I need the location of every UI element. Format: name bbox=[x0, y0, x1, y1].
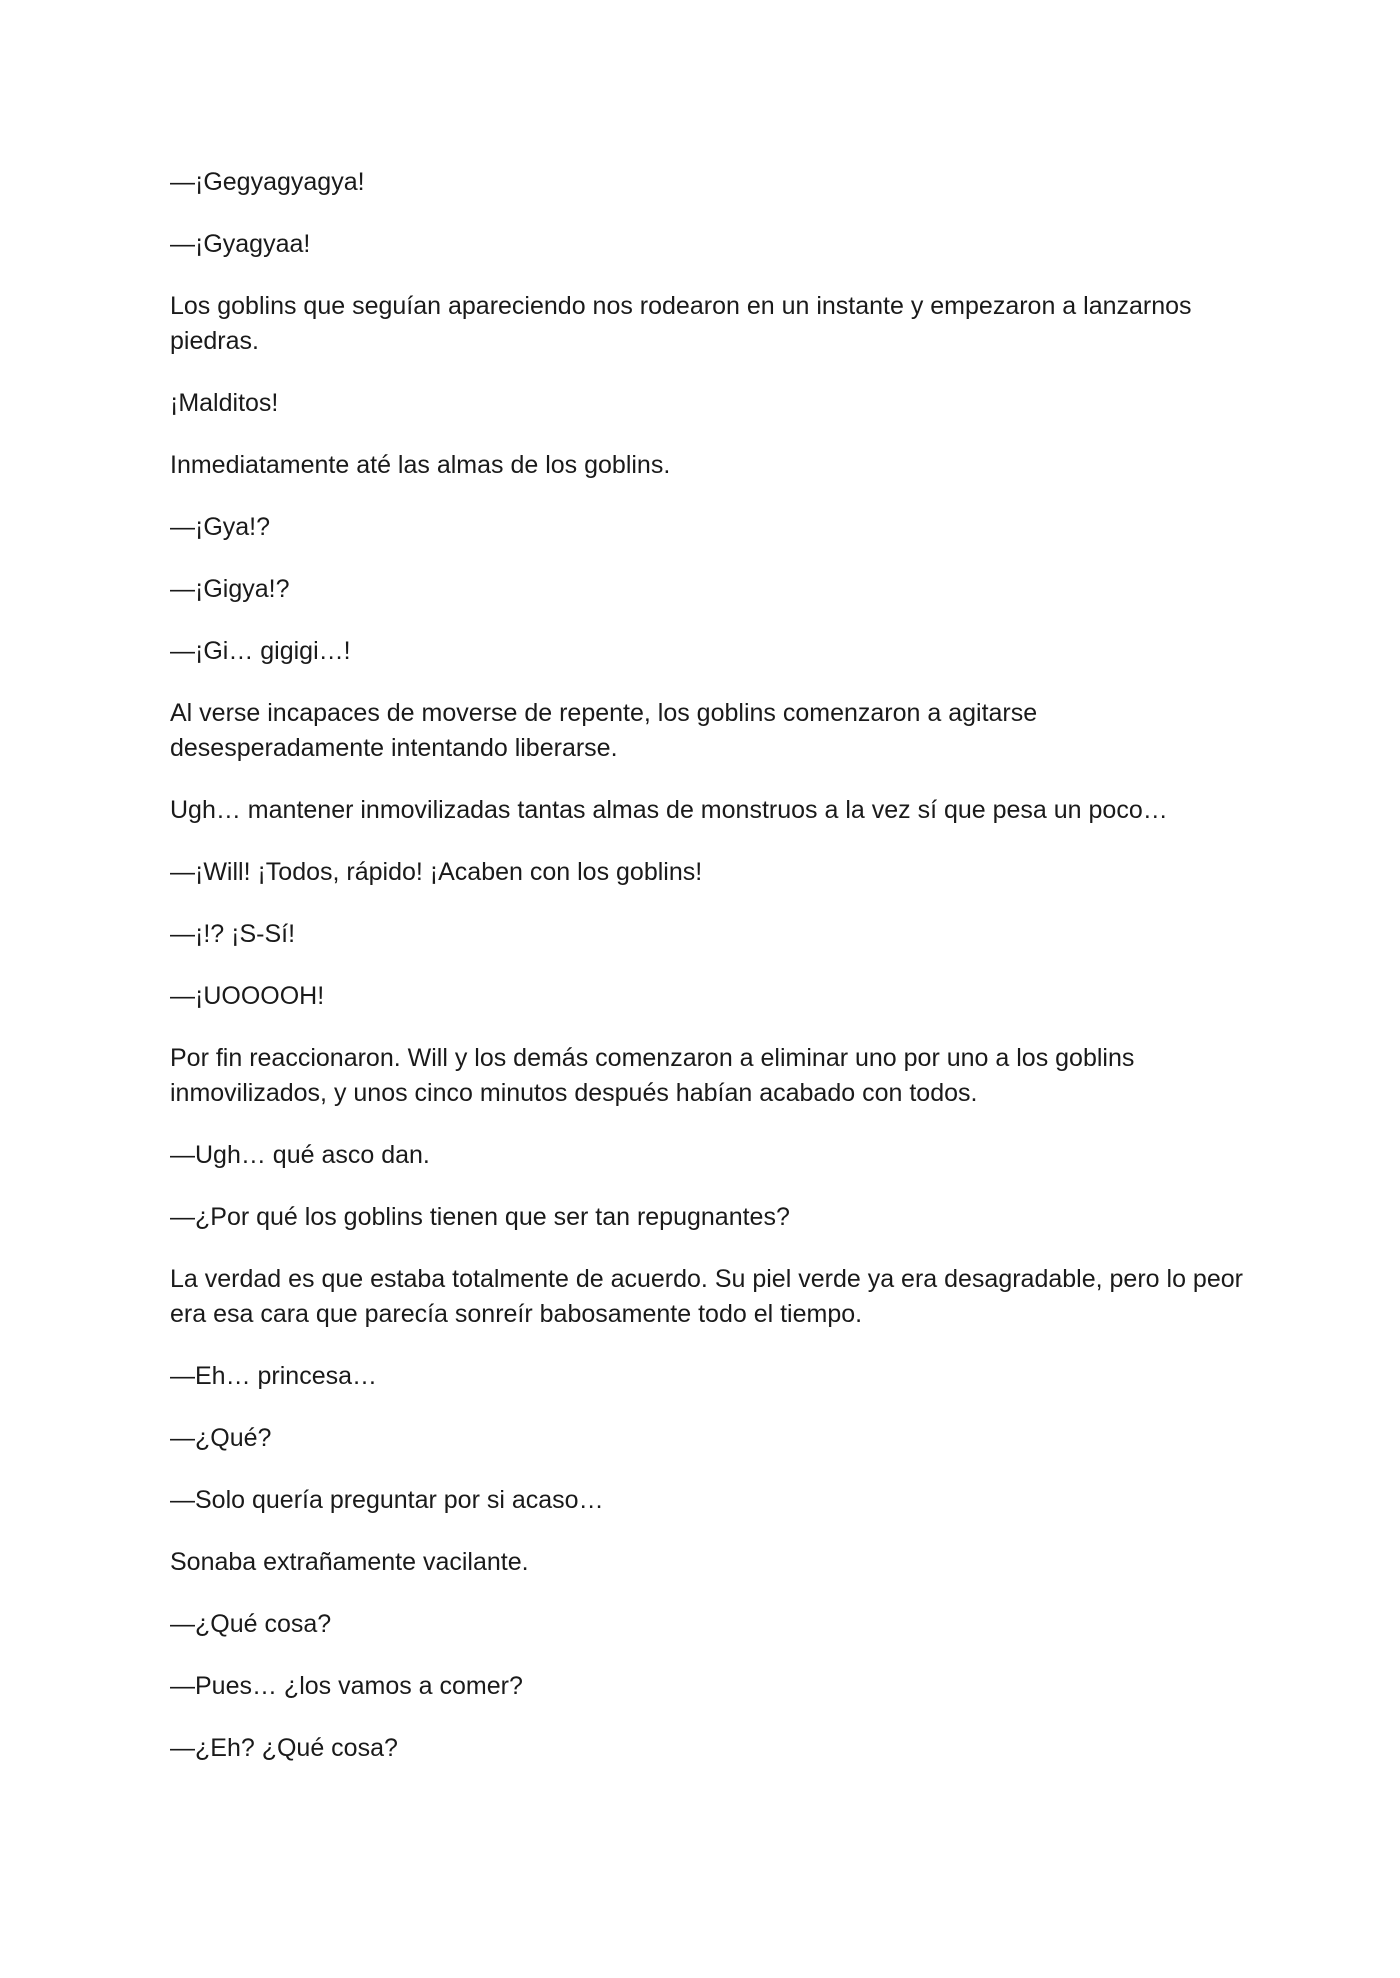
paragraph: —¡Will! ¡Todos, rápido! ¡Acaben con los goblins! bbox=[170, 858, 703, 886]
paragraph: —¡Gi… gigigi…! bbox=[170, 637, 351, 665]
paragraph: —¿Qué cosa? bbox=[170, 1610, 332, 1638]
paragraph: La verdad es que estaba totalmente de acuerdo. Su piel verde ya era desagradable, pero lo peor era esa cara que parecía sonreír babosamente todo el tiempo. bbox=[170, 1265, 1243, 1328]
paragraph: —¿Eh? ¿Qué cosa? bbox=[170, 1734, 398, 1762]
paragraph: Inmediatamente até las almas de los goblins. bbox=[170, 451, 671, 479]
paragraph: —¡UOOOOH! bbox=[170, 982, 325, 1010]
paragraph: Sonaba extrañamente vacilante. bbox=[170, 1548, 529, 1576]
paragraph: —Eh… princesa… bbox=[170, 1362, 378, 1390]
paragraph: —Solo quería preguntar por si acaso… bbox=[170, 1486, 604, 1514]
paragraph: —¿Qué? bbox=[170, 1424, 272, 1452]
paragraph: —¡Gyagyaa! bbox=[170, 230, 311, 258]
paragraph: —¡Gya!? bbox=[170, 513, 271, 541]
paragraph: Los goblins que seguían apareciendo nos rodearon en un instante y empezaron a lanzarnos piedras. bbox=[170, 292, 1192, 355]
paragraph: Al verse incapaces de moverse de repente, los goblins comenzaron a agitarse desesperadamente intentando liberarse. bbox=[170, 699, 1038, 762]
document-body bbox=[170, 165, 1250, 1793]
paragraph: —¡Gegyagyagya! bbox=[170, 168, 365, 196]
paragraph: —¡Gigya!? bbox=[170, 575, 290, 603]
paragraph: Ugh… mantener inmovilizadas tantas almas de monstruos a la vez sí que pesa un poco… bbox=[170, 796, 1168, 824]
paragraph: —Ugh… qué asco dan. bbox=[170, 1141, 430, 1169]
paragraph: —¡!? ¡S-Sí! bbox=[170, 920, 296, 948]
paragraph: —Pues… ¿los vamos a comer? bbox=[170, 1672, 523, 1700]
paragraph: Por fin reaccionaron. Will y los demás comenzaron a eliminar uno por uno a los goblins inmovilizados, y unos cinco minutos después habían acabado con todos. bbox=[170, 1044, 1135, 1107]
paragraph: —¿Por qué los goblins tienen que ser tan repugnantes? bbox=[170, 1203, 790, 1231]
paragraph: ¡Malditos! bbox=[170, 389, 279, 417]
